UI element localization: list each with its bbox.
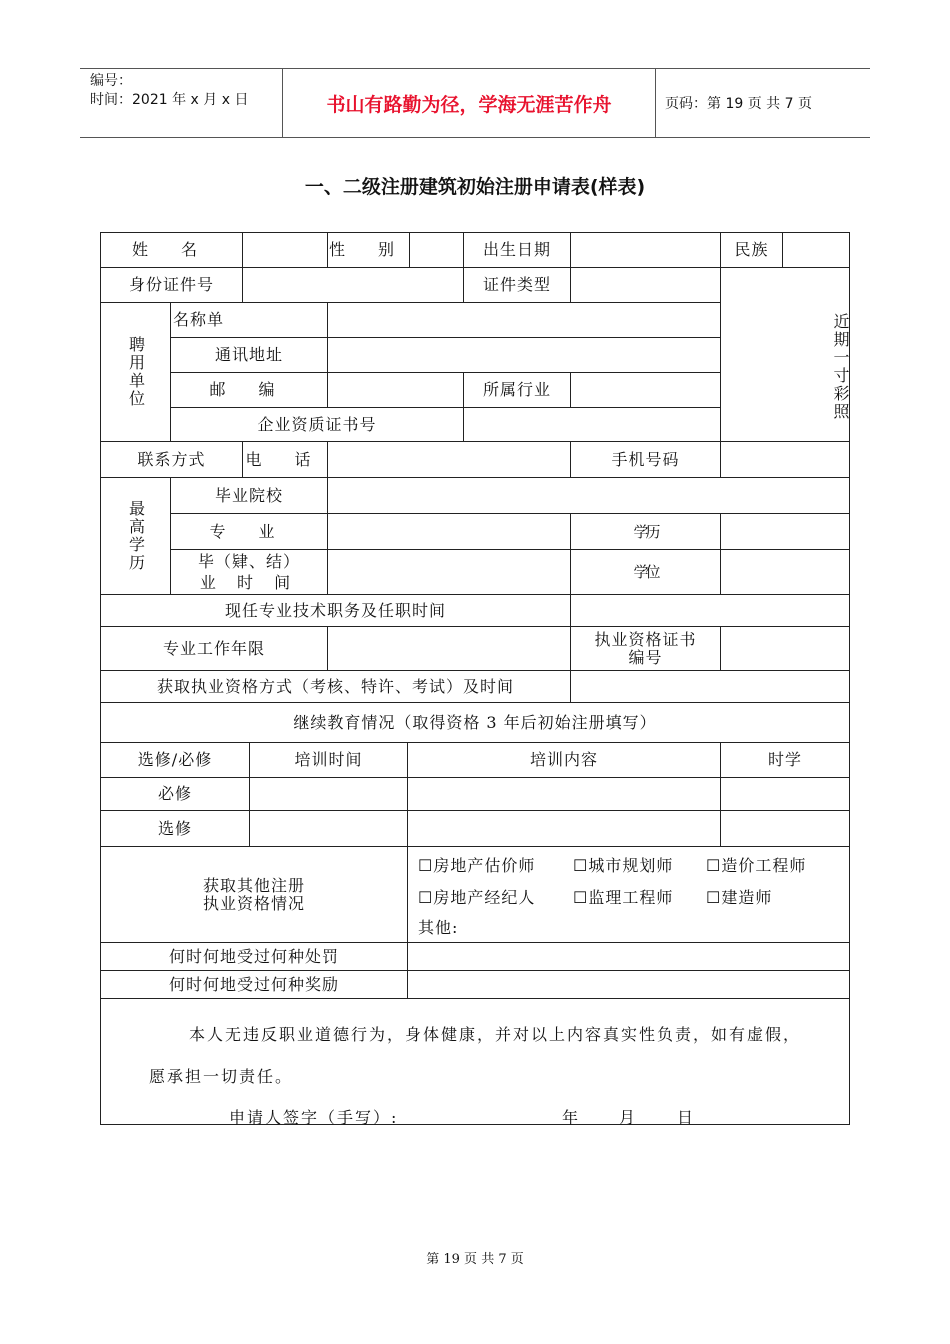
required-hours-value[interactable] [721,778,849,811]
address-value[interactable] [328,338,721,373]
address-label: 通讯地址 [171,338,328,373]
day-label: 日 [677,1108,696,1127]
required-time-value[interactable] [250,778,408,811]
signature-label: 申请人签字（手写）: [229,1108,399,1127]
degree-label: 学位 [571,550,721,595]
id-number-value[interactable] [243,268,464,303]
title-time-value[interactable] [571,595,849,627]
school-value[interactable] [328,478,849,514]
unit-name-label: 名称单 [171,303,328,338]
contact-label: 联系方式 [101,442,243,478]
qualification-cert-value[interactable] [464,408,721,442]
major-value[interactable] [328,514,571,550]
phone-label: 电 话 [243,442,328,478]
option-appraiser[interactable]: ☐房地产估价师 [418,856,536,875]
postcode-value[interactable] [328,373,464,408]
application-form [100,232,850,1125]
education-level-value[interactable] [721,514,849,550]
option-constructor[interactable]: ☐建造师 [706,888,773,907]
id-number-label: 身份证件号 [101,268,243,303]
continuing-edu-header: 继续教育情况（取得资格 3 年后初始注册填写） [101,703,849,743]
other-reg-line1: 获取其他注册 [202,875,305,895]
penalty-label: 何时何地受过何种处罚 [101,943,408,971]
option-other[interactable]: 其他: [418,918,459,937]
photo-placeholder[interactable]: 近期一寸彩照 [721,268,849,442]
document-header [80,68,870,138]
year-label: 年 [562,1108,581,1127]
penalty-value[interactable] [408,943,849,971]
elective-required-header: 选修/必修 [101,743,250,778]
birth-date-value[interactable] [571,233,721,268]
work-years-label: 专业工作年限 [101,627,328,671]
gender-label: 性 别 [328,233,410,268]
obtain-method-label: 获取执业资格方式（考核、特许、考试）及时间 [101,671,571,703]
option-planner[interactable]: ☐城市规划师 [573,856,674,875]
declaration-line1: 本人无违反职业道德行为，身体健康，并对以上内容真实性负责，如有虚假， [189,1025,802,1044]
other-reg-options [408,847,849,943]
unit-name-value[interactable] [328,303,721,338]
motto: 书山有路勤为径，学海无涯苦作舟 [282,69,656,137]
reward-label: 何时何地受过何种奖励 [101,971,408,999]
obtain-method-value[interactable] [571,671,849,703]
postcode-label: 邮 编 [171,373,328,408]
other-reg-line2: 执业资格情况 [202,893,305,913]
name-label: 姓 名 [101,233,243,268]
title-time-label: 现任专业技术职务及任职时间 [101,595,571,627]
elective-time-value[interactable] [250,811,408,847]
birth-date-label: 出生日期 [464,233,571,268]
major-label: 专 业 [171,514,328,550]
hours-header: 时学 [721,743,849,778]
id-type-value[interactable] [571,268,721,303]
industry-label: 所属行业 [464,373,571,408]
grad-time-line2: 业 时 间 [199,572,299,592]
other-reg-label [101,847,408,943]
time-label: 时间：2021 年 x 月 x 日 [90,92,249,108]
grad-time-value[interactable] [328,550,571,595]
elective-hours-value[interactable] [721,811,849,847]
work-years-value[interactable] [328,627,571,671]
option-cost-engineer[interactable]: ☐造价工程师 [706,856,807,875]
month-label: 月 [619,1108,638,1127]
license-no-line1: 执业资格证书 [594,629,697,649]
ethnicity-value[interactable] [783,233,849,268]
phone-value[interactable] [328,442,571,478]
training-content-header: 培训内容 [408,743,721,778]
degree-value[interactable] [721,550,849,595]
mobile-value[interactable] [721,442,849,478]
page-footer: 第 19 页 共 7 页 [426,1252,524,1267]
id-type-label: 证件类型 [464,268,571,303]
training-time-header: 培训时间 [250,743,408,778]
employer-label: 聘用单位 [101,303,171,442]
ethnicity-label: 民族 [721,233,783,268]
required-label: 必修 [101,778,250,811]
option-real-estate-agent[interactable]: ☐房地产经纪人 [418,888,536,907]
school-label: 毕业院校 [171,478,328,514]
header-meta [80,69,282,137]
mobile-label: 手机号码 [571,442,721,478]
name-value[interactable] [243,233,328,268]
reward-value[interactable] [408,971,849,999]
education-level-label: 学历 [571,514,721,550]
required-content-value[interactable] [408,778,721,811]
qualification-cert-label: 企业资质证书号 [171,408,464,442]
elective-content-value[interactable] [408,811,721,847]
license-no-label [571,627,721,671]
education-label: 最高学历 [101,478,171,595]
declaration-line2: 愿承担一切责任。 [149,1067,294,1086]
elective-label: 选修 [101,811,250,847]
grad-time-label [171,550,328,595]
page-code: 页码：第 19 页 共 7 页 [665,96,812,112]
gender-value[interactable] [410,233,464,268]
industry-value[interactable] [571,373,721,408]
license-no-line2: 编号 [628,647,663,667]
number-label: 编号： [90,73,132,89]
license-no-value[interactable] [721,627,849,671]
grad-time-line1: 毕（肄、结） [197,551,300,571]
option-supervision-engineer[interactable]: ☐监理工程师 [573,888,674,907]
page-title: 一、二级注册建筑初始注册申请表(样表) [304,176,646,198]
signature-field[interactable] [407,1099,547,1121]
